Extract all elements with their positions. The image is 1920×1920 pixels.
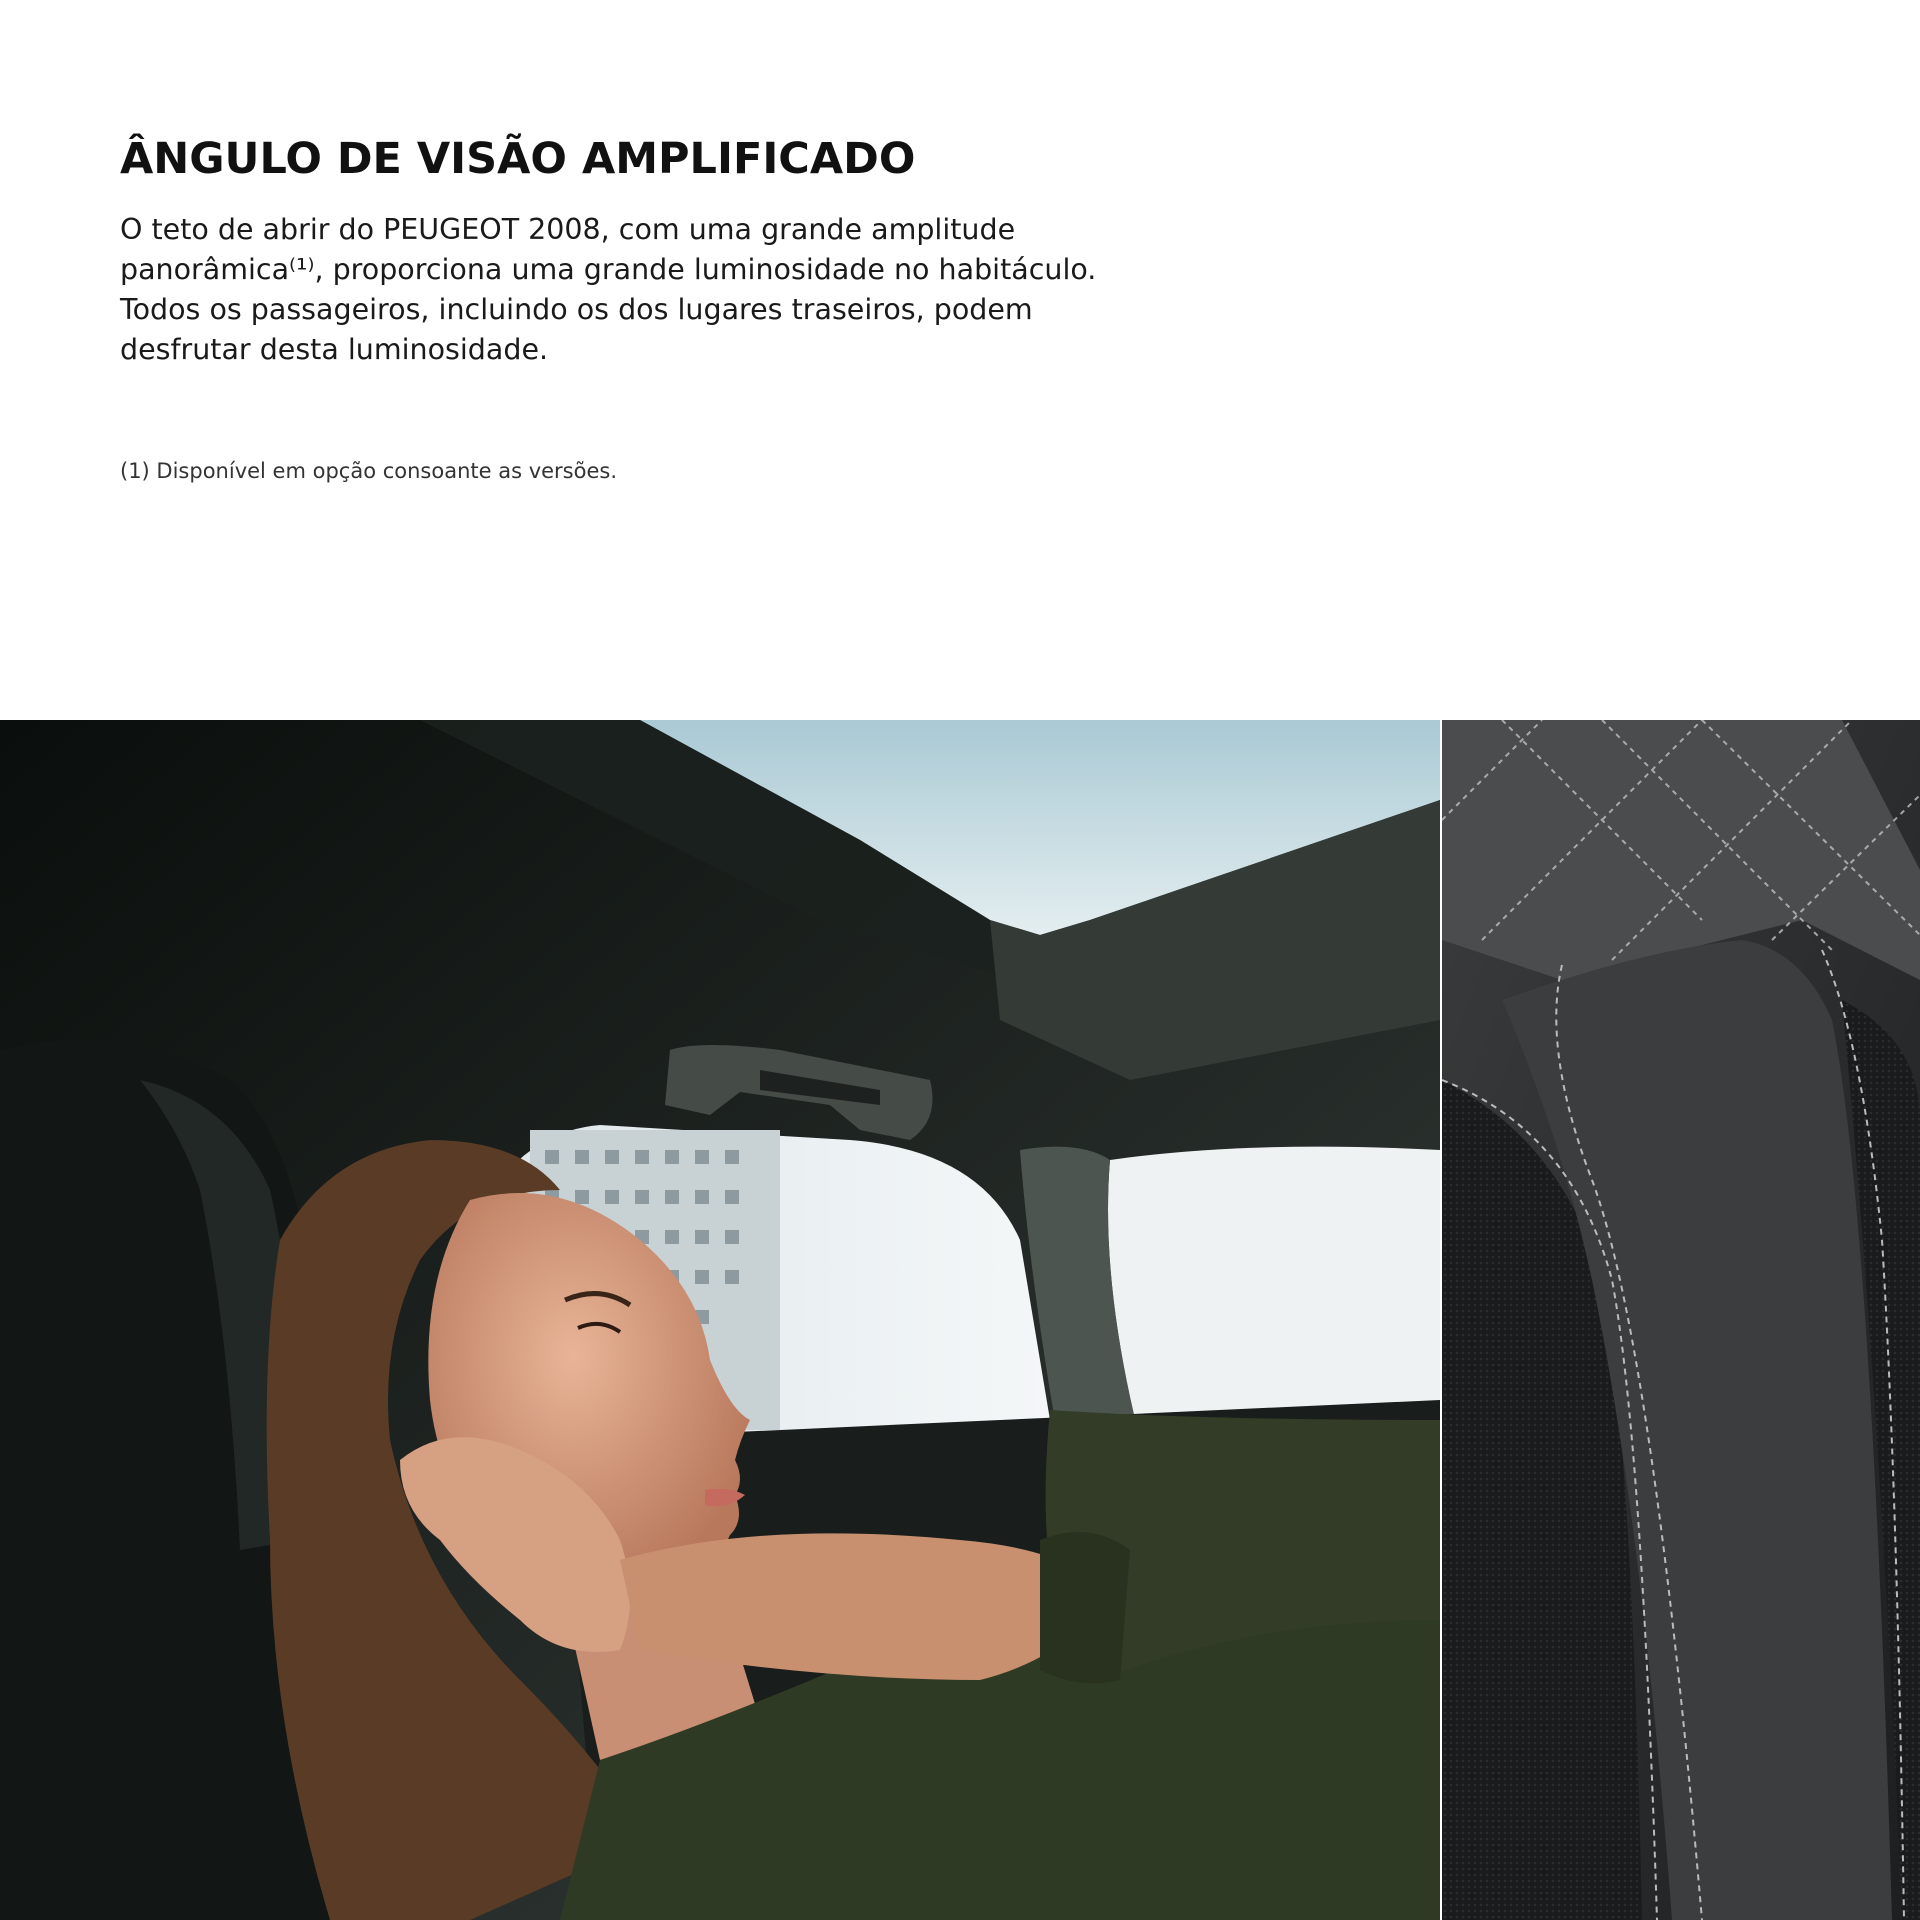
seat-photo [1442,720,1920,1920]
seat-photo-illustration [1442,720,1920,1920]
sunroof-photo [0,720,1440,1920]
left-body-paragraph: O teto de abrir do PEUGEOT 2008, com uma grande amplitude panorâmica⁽¹⁾, proporciona uma grande luminosidade no habitáculo. Todos os passageiros, incluindo os dos lugares traseiros, podem desfrutar desta luminosidade. [120,213,1097,366]
left-heading: ÂNGULO DE VISÃO AMPLIFICADO [120,134,916,184]
left-footnote: (1) Disponível em opção consoante as versões. [120,459,618,483]
sunroof-photo-illustration [0,720,1440,1920]
